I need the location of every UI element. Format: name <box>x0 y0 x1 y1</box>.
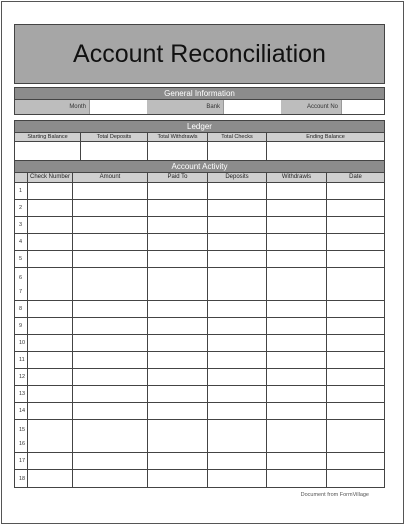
withdrawls-cell[interactable] <box>267 386 327 402</box>
paid-to-cell[interactable] <box>148 369 208 385</box>
row-number <box>15 403 28 419</box>
paid-to-cell[interactable] <box>148 268 208 300</box>
row-number-label: 15 <box>19 427 26 433</box>
withdrawls-cell[interactable] <box>267 318 327 334</box>
row-number <box>15 335 28 351</box>
activity-row <box>15 420 384 453</box>
row-number <box>15 301 28 317</box>
amount-cell[interactable] <box>73 470 148 487</box>
withdrawls-cell[interactable] <box>267 369 327 385</box>
deposits-cell[interactable] <box>208 268 267 300</box>
row-number <box>15 234 28 250</box>
amount-cell[interactable] <box>73 352 148 368</box>
activity-row <box>15 386 384 403</box>
row-number <box>15 386 28 402</box>
deposits-cell[interactable] <box>208 470 267 487</box>
row-number <box>15 268 28 300</box>
deposits-cell[interactable] <box>208 251 267 267</box>
account-activity-heading: Account Activity <box>15 161 384 173</box>
row-number <box>15 453 28 469</box>
withdrawls-cell[interactable] <box>267 453 327 469</box>
row-number <box>15 352 28 368</box>
row-number <box>15 183 28 199</box>
date-cell[interactable] <box>327 335 384 351</box>
starting-balance-field[interactable] <box>15 142 81 160</box>
check-number-cell[interactable] <box>28 403 73 419</box>
activity-row <box>15 335 384 352</box>
ledger-section <box>14 120 385 161</box>
date-cell[interactable] <box>327 352 384 368</box>
ledger-col-total-deposits: Total Deposits <box>81 133 148 141</box>
activity-col-check-number: Check Number <box>28 173 73 182</box>
check-number-cell[interactable] <box>28 453 73 469</box>
activity-row <box>15 453 384 470</box>
row-number-label: 14 <box>19 408 26 414</box>
date-cell[interactable] <box>327 403 384 419</box>
activity-row <box>15 268 384 301</box>
withdrawls-cell[interactable] <box>267 352 327 368</box>
activity-col-amount: Amount <box>73 173 148 182</box>
withdrawls-cell[interactable] <box>267 268 327 300</box>
total-checks-field[interactable] <box>208 142 267 160</box>
check-number-cell[interactable] <box>28 318 73 334</box>
date-cell[interactable] <box>327 369 384 385</box>
withdrawls-cell[interactable] <box>267 470 327 487</box>
ledger-col-ending-balance: Ending Balance <box>306 134 345 140</box>
paid-to-cell[interactable] <box>148 234 208 250</box>
row-number-label: 4 <box>19 239 23 245</box>
ledger-col-total-checks: Total Checks <box>208 133 267 141</box>
row-number-label: 13 <box>19 391 26 397</box>
row-number <box>15 200 28 216</box>
row-number-label: 10 <box>19 340 26 346</box>
date-cell[interactable] <box>327 217 384 233</box>
date-cell[interactable] <box>327 234 384 250</box>
activity-col-withdrawls: Withdrawls <box>267 173 327 182</box>
amount-cell[interactable] <box>73 386 148 402</box>
deposits-cell[interactable] <box>208 403 267 419</box>
row-number <box>15 470 28 487</box>
deposits-cell[interactable] <box>208 335 267 351</box>
check-number-cell[interactable] <box>28 352 73 368</box>
row-number-label: 5 <box>19 256 23 262</box>
withdrawls-cell[interactable] <box>267 420 327 452</box>
row-number-label: 18 <box>19 475 26 482</box>
amount-cell[interactable] <box>73 217 148 233</box>
amount-cell[interactable] <box>73 453 148 469</box>
row-number-label: 3 <box>19 222 23 228</box>
amount-cell[interactable] <box>73 200 148 216</box>
amount-cell[interactable] <box>73 318 148 334</box>
activity-row <box>15 200 384 217</box>
amount-cell[interactable] <box>73 335 148 351</box>
activity-row <box>15 352 384 369</box>
activity-row <box>15 369 384 386</box>
deposits-cell[interactable] <box>208 352 267 368</box>
check-number-cell[interactable] <box>28 251 73 267</box>
date-cell[interactable] <box>327 420 384 452</box>
date-cell[interactable] <box>327 183 384 199</box>
amount-cell[interactable] <box>73 268 148 300</box>
amount-cell[interactable] <box>73 403 148 419</box>
activity-row <box>15 217 384 234</box>
withdrawls-cell[interactable] <box>267 251 327 267</box>
paid-to-cell[interactable] <box>148 301 208 317</box>
amount-cell[interactable] <box>73 251 148 267</box>
check-number-cell[interactable] <box>28 217 73 233</box>
activity-col-paid-to: Paid To <box>148 173 208 182</box>
row-number-label: 2 <box>19 205 23 211</box>
account-activity-section <box>14 160 385 488</box>
amount-cell[interactable] <box>73 301 148 317</box>
deposits-cell[interactable] <box>208 301 267 317</box>
check-number-cell[interactable] <box>28 200 73 216</box>
amount-cell[interactable] <box>73 183 148 199</box>
account-no-field[interactable] <box>341 100 384 114</box>
activity-header-row <box>15 173 384 183</box>
row-number <box>15 251 28 267</box>
bank-label: Bank <box>206 104 220 110</box>
account-no-label: Account No <box>306 104 338 110</box>
date-cell[interactable] <box>327 268 384 300</box>
date-cell[interactable] <box>327 470 384 487</box>
paid-to-cell[interactable] <box>148 318 208 334</box>
paid-to-cell[interactable] <box>148 453 208 469</box>
withdrawls-cell[interactable] <box>267 335 327 351</box>
activity-row <box>15 403 384 420</box>
ending-balance-field[interactable] <box>267 142 384 160</box>
row-number-label: 17 <box>19 458 26 464</box>
deposits-cell[interactable] <box>208 183 267 199</box>
total-withdrawls-field[interactable] <box>148 142 208 160</box>
row-number <box>15 217 28 233</box>
date-cell[interactable] <box>327 301 384 317</box>
row-number-label: 7 <box>19 289 23 295</box>
check-number-cell[interactable] <box>28 420 73 452</box>
check-number-cell[interactable] <box>28 369 73 385</box>
check-number-cell[interactable] <box>28 470 73 487</box>
paid-to-cell[interactable] <box>148 420 208 452</box>
deposits-cell[interactable] <box>208 234 267 250</box>
deposits-cell[interactable] <box>208 453 267 469</box>
paid-to-cell[interactable] <box>148 200 208 216</box>
row-number-label: 16 <box>19 441 26 447</box>
withdrawls-cell[interactable] <box>267 217 327 233</box>
activity-col-deposits: Deposits <box>208 173 267 182</box>
paid-to-cell[interactable] <box>148 217 208 233</box>
withdrawls-cell[interactable] <box>267 403 327 419</box>
check-number-cell[interactable] <box>28 183 73 199</box>
date-cell[interactable] <box>327 200 384 216</box>
deposits-cell[interactable] <box>208 217 267 233</box>
page-title: Account Reconciliation <box>73 39 326 68</box>
withdrawls-cell[interactable] <box>267 183 327 199</box>
deposits-cell[interactable] <box>208 200 267 216</box>
row-number <box>15 369 28 385</box>
general-fields-row <box>15 100 384 114</box>
date-cell[interactable] <box>327 251 384 267</box>
general-information-section <box>14 87 385 115</box>
paid-to-cell[interactable] <box>148 386 208 402</box>
ledger-col-starting-balance: Starting Balance <box>15 133 81 141</box>
row-number <box>15 420 28 452</box>
withdrawls-cell[interactable] <box>267 234 327 250</box>
date-cell[interactable] <box>327 386 384 402</box>
ledger-entry-row <box>15 142 384 160</box>
row-number-label: 6 <box>19 275 23 281</box>
amount-cell[interactable] <box>73 420 148 452</box>
activity-col-index <box>15 173 28 182</box>
activity-col-date: Date <box>349 174 362 180</box>
activity-rows <box>15 183 384 487</box>
deposits-cell[interactable] <box>208 420 267 452</box>
paid-to-cell[interactable] <box>148 470 208 487</box>
paid-to-cell[interactable] <box>148 352 208 368</box>
bank-field[interactable] <box>223 100 281 114</box>
amount-cell[interactable] <box>73 369 148 385</box>
month-field[interactable] <box>89 100 147 114</box>
ledger-heading: Ledger <box>15 121 384 133</box>
general-information-heading: General Information <box>15 88 384 100</box>
paid-to-cell[interactable] <box>148 251 208 267</box>
paid-to-cell[interactable] <box>148 403 208 419</box>
activity-row <box>15 183 384 200</box>
title-banner <box>14 24 385 84</box>
ledger-header-row <box>15 133 384 142</box>
paid-to-cell[interactable] <box>148 183 208 199</box>
row-number-label: 1 <box>19 188 23 194</box>
deposits-cell[interactable] <box>208 386 267 402</box>
row-number-label: 12 <box>19 374 26 380</box>
check-number-cell[interactable] <box>28 268 73 300</box>
total-deposits-field[interactable] <box>81 142 148 160</box>
check-number-cell[interactable] <box>28 335 73 351</box>
activity-row <box>15 318 384 335</box>
row-number <box>15 318 28 334</box>
activity-row <box>15 234 384 251</box>
row-number-label: 11 <box>19 357 25 363</box>
date-cell[interactable] <box>327 453 384 469</box>
check-number-cell[interactable] <box>28 234 73 250</box>
activity-row <box>15 470 384 487</box>
date-cell[interactable] <box>327 318 384 334</box>
month-label: Month <box>69 104 86 110</box>
deposits-cell[interactable] <box>208 318 267 334</box>
check-number-cell[interactable] <box>28 301 73 317</box>
row-number-label: 9 <box>19 323 23 329</box>
row-number-label: 8 <box>19 306 23 312</box>
footer-note: Document from FormVillage <box>300 492 369 498</box>
ledger-col-total-withdrawls: Total Withdrawls <box>148 133 208 141</box>
withdrawls-cell[interactable] <box>267 200 327 216</box>
withdrawls-cell[interactable] <box>267 301 327 317</box>
amount-cell[interactable] <box>73 234 148 250</box>
paid-to-cell[interactable] <box>148 335 208 351</box>
activity-row <box>15 251 384 268</box>
activity-row <box>15 301 384 318</box>
deposits-cell[interactable] <box>208 369 267 385</box>
check-number-cell[interactable] <box>28 386 73 402</box>
